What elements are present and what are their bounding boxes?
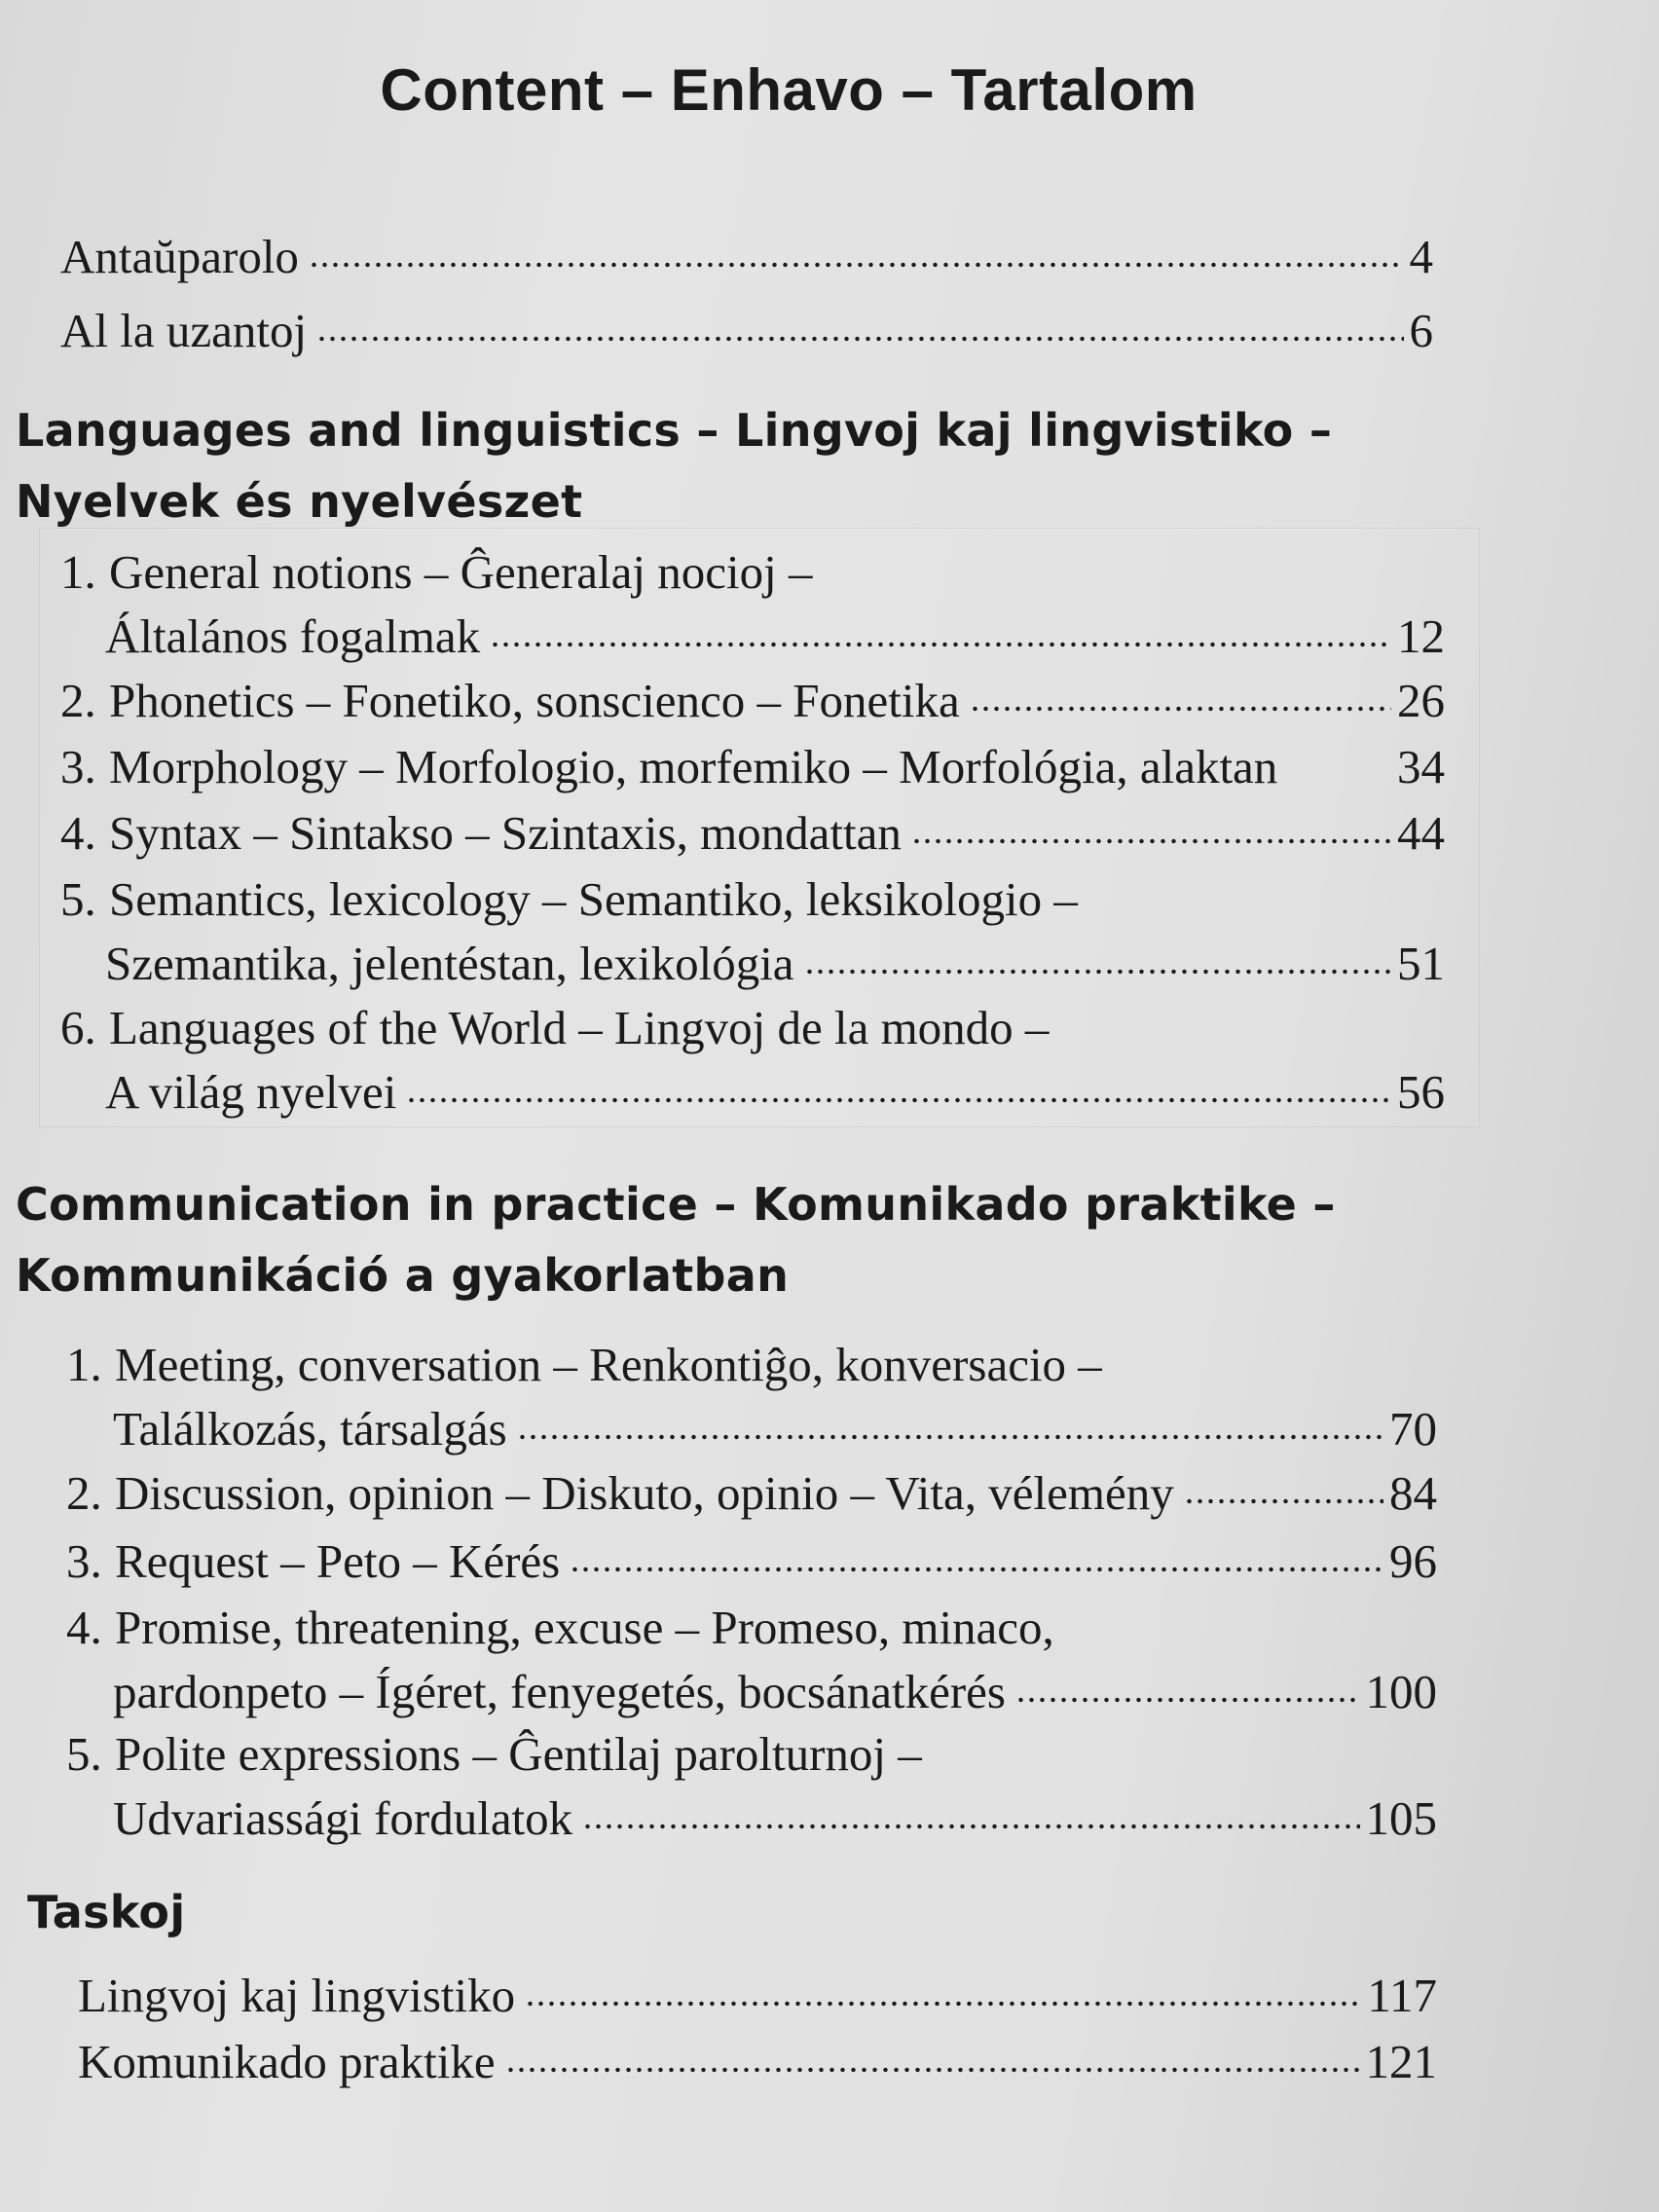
toc-entry-c1-line2[interactable] bbox=[113, 1392, 1437, 1456]
toc-entry-to-users[interactable] bbox=[60, 294, 1433, 358]
toc-entry-2[interactable] bbox=[60, 664, 1445, 728]
toc-entry-task-1[interactable] bbox=[78, 1959, 1437, 2023]
toc-page-number: 44 bbox=[1397, 806, 1445, 860]
toc-entry-label: General notions – Ĝeneralaj nocioj – bbox=[109, 545, 813, 599]
toc-entry-label: Promise, threatening, excuse – Promeso, minaco, bbox=[115, 1601, 1054, 1654]
toc-entry-c4-line1[interactable] bbox=[66, 1591, 1054, 1655]
toc-entry-label: Semantics, lexicology – Semantiko, leksikologio – bbox=[109, 872, 1078, 926]
section-heading-line: Communication in practice – Komunikado praktike – bbox=[16, 1178, 1336, 1231]
dot-leader bbox=[309, 259, 1404, 271]
toc-entry-number: 1. bbox=[60, 545, 96, 599]
toc-entry-3[interactable] bbox=[60, 730, 1445, 794]
toc-entry-label: Lingvoj kaj lingvistiko bbox=[78, 1969, 516, 2022]
toc-entry-label: Polite expressions – Ĝentilaj parolturnoj – bbox=[115, 1727, 922, 1781]
toc-page-number: 84 bbox=[1389, 1466, 1437, 1520]
toc-entry-label: Komunikado praktike bbox=[78, 2035, 496, 2088]
toc-entry-number: 1. bbox=[66, 1338, 102, 1391]
toc-entry-number: 3. bbox=[66, 1534, 102, 1588]
toc-entry-label: Syntax – Sintakso – Szintaxis, mondattan bbox=[109, 806, 902, 860]
toc-entry-label: Al la uzantoj bbox=[60, 304, 308, 357]
toc-entry-number: 4. bbox=[60, 806, 96, 860]
toc-entry-number: 3. bbox=[60, 740, 96, 793]
toc-entry-foreword[interactable] bbox=[60, 220, 1433, 284]
toc-entry-5-line1[interactable] bbox=[60, 863, 1078, 927]
toc-entry-1-line2[interactable] bbox=[105, 600, 1445, 664]
dot-leader bbox=[490, 639, 1391, 650]
toc-entry-label: Szemantika, jelentéstan, lexikológia bbox=[105, 937, 794, 990]
toc-entry-label: Udvariassági fordulatok bbox=[113, 1791, 573, 1845]
dot-leader bbox=[970, 703, 1391, 715]
toc-entry-1-line1[interactable] bbox=[60, 535, 813, 600]
toc-page-number: 34 bbox=[1397, 740, 1445, 793]
toc-entry-label: Phonetics – Fonetiko, sonscienco – Fonetika bbox=[109, 674, 960, 727]
dot-leader bbox=[804, 966, 1391, 977]
dot-leader bbox=[1184, 1495, 1383, 1507]
section-heading-linguistics bbox=[16, 395, 1332, 537]
toc-page-number: 6 bbox=[1409, 304, 1433, 357]
page-title: Content – Enhavo – Tartalom bbox=[380, 57, 1198, 123]
toc-entry-number: 5. bbox=[60, 872, 96, 926]
toc-entry-c5-line1[interactable] bbox=[66, 1717, 922, 1782]
dot-leader bbox=[582, 1821, 1359, 1832]
toc-entry-task-2[interactable] bbox=[78, 2025, 1437, 2089]
section-heading-communication bbox=[16, 1169, 1336, 1311]
dot-leader bbox=[406, 1094, 1391, 1106]
toc-entry-c5-line2[interactable] bbox=[113, 1782, 1437, 1846]
toc-page-number: 12 bbox=[1397, 609, 1445, 663]
toc-entry-label: pardonpeto – Ígéret, fenyegetés, bocsánatkérés bbox=[113, 1665, 1006, 1718]
section-heading-line: Languages and linguistics – Lingvoj kaj lingvistiko – bbox=[16, 404, 1333, 457]
toc-entry-number: 2. bbox=[60, 674, 96, 727]
toc-entry-c2[interactable] bbox=[66, 1456, 1437, 1521]
toc-entry-label: A világ nyelvei bbox=[105, 1065, 397, 1119]
toc-entry-number: 4. bbox=[66, 1601, 102, 1654]
toc-page-number: 26 bbox=[1397, 674, 1445, 727]
section-heading-line: Nyelvek és nyelvészet bbox=[16, 475, 583, 528]
dot-leader bbox=[525, 1998, 1361, 2009]
toc-entry-label: Találkozás, társalgás bbox=[113, 1402, 507, 1456]
toc-page-number: 51 bbox=[1397, 937, 1445, 990]
toc-page-number: 117 bbox=[1367, 1969, 1437, 2022]
dot-leader bbox=[517, 1431, 1383, 1443]
toc-entry-c1-line1[interactable] bbox=[66, 1328, 1102, 1392]
toc-entry-label: Discussion, opinion – Diskuto, opinio – Vita, vélemény bbox=[115, 1466, 1174, 1520]
toc-entry-number: 2. bbox=[66, 1466, 102, 1520]
toc-entry-label: Meeting, conversation – Renkontiĝo, konversacio – bbox=[115, 1338, 1102, 1391]
toc-entry-5-line2[interactable] bbox=[105, 927, 1445, 991]
toc-entry-label: Általános fogalmak bbox=[105, 609, 481, 663]
toc-page-number: 121 bbox=[1365, 2035, 1437, 2088]
toc-entry-label: Request – Peto – Kérés bbox=[115, 1534, 561, 1588]
dot-leader bbox=[570, 1564, 1383, 1575]
toc-page-number: 100 bbox=[1365, 1665, 1437, 1718]
toc-entry-number: 6. bbox=[60, 1001, 96, 1054]
dot-leader bbox=[316, 333, 1403, 345]
toc-entry-6-line1[interactable] bbox=[60, 991, 1049, 1055]
toc-page-number: 4 bbox=[1409, 230, 1433, 283]
dot-leader bbox=[1015, 1694, 1360, 1706]
toc-entry-number: 5. bbox=[66, 1727, 102, 1781]
toc-entry-4[interactable] bbox=[60, 796, 1445, 861]
toc-entry-label: Morphology – Morfologio, morfemiko – Morfológia, alaktan bbox=[109, 740, 1278, 793]
dot-leader bbox=[911, 835, 1391, 847]
toc-entry-label: Languages of the World – Lingvoj de la mondo – bbox=[109, 1001, 1050, 1054]
toc-entry-6-line2[interactable] bbox=[105, 1055, 1445, 1120]
section-heading-line: Kommunikáció a gyakorlatban bbox=[16, 1249, 790, 1302]
dot-leader bbox=[1287, 769, 1391, 781]
toc-entry-label: Antaŭparolo bbox=[60, 230, 299, 283]
toc-page-number: 56 bbox=[1397, 1065, 1445, 1119]
toc-page-number: 96 bbox=[1389, 1534, 1437, 1588]
section-heading-exercises: Taskoj bbox=[27, 1886, 186, 1938]
toc-page-number: 70 bbox=[1389, 1402, 1437, 1456]
dot-leader bbox=[505, 2064, 1360, 2076]
toc-entry-c4-line2[interactable] bbox=[113, 1655, 1437, 1719]
toc-entry-c3[interactable] bbox=[66, 1525, 1437, 1589]
toc-page-number: 105 bbox=[1365, 1791, 1437, 1845]
